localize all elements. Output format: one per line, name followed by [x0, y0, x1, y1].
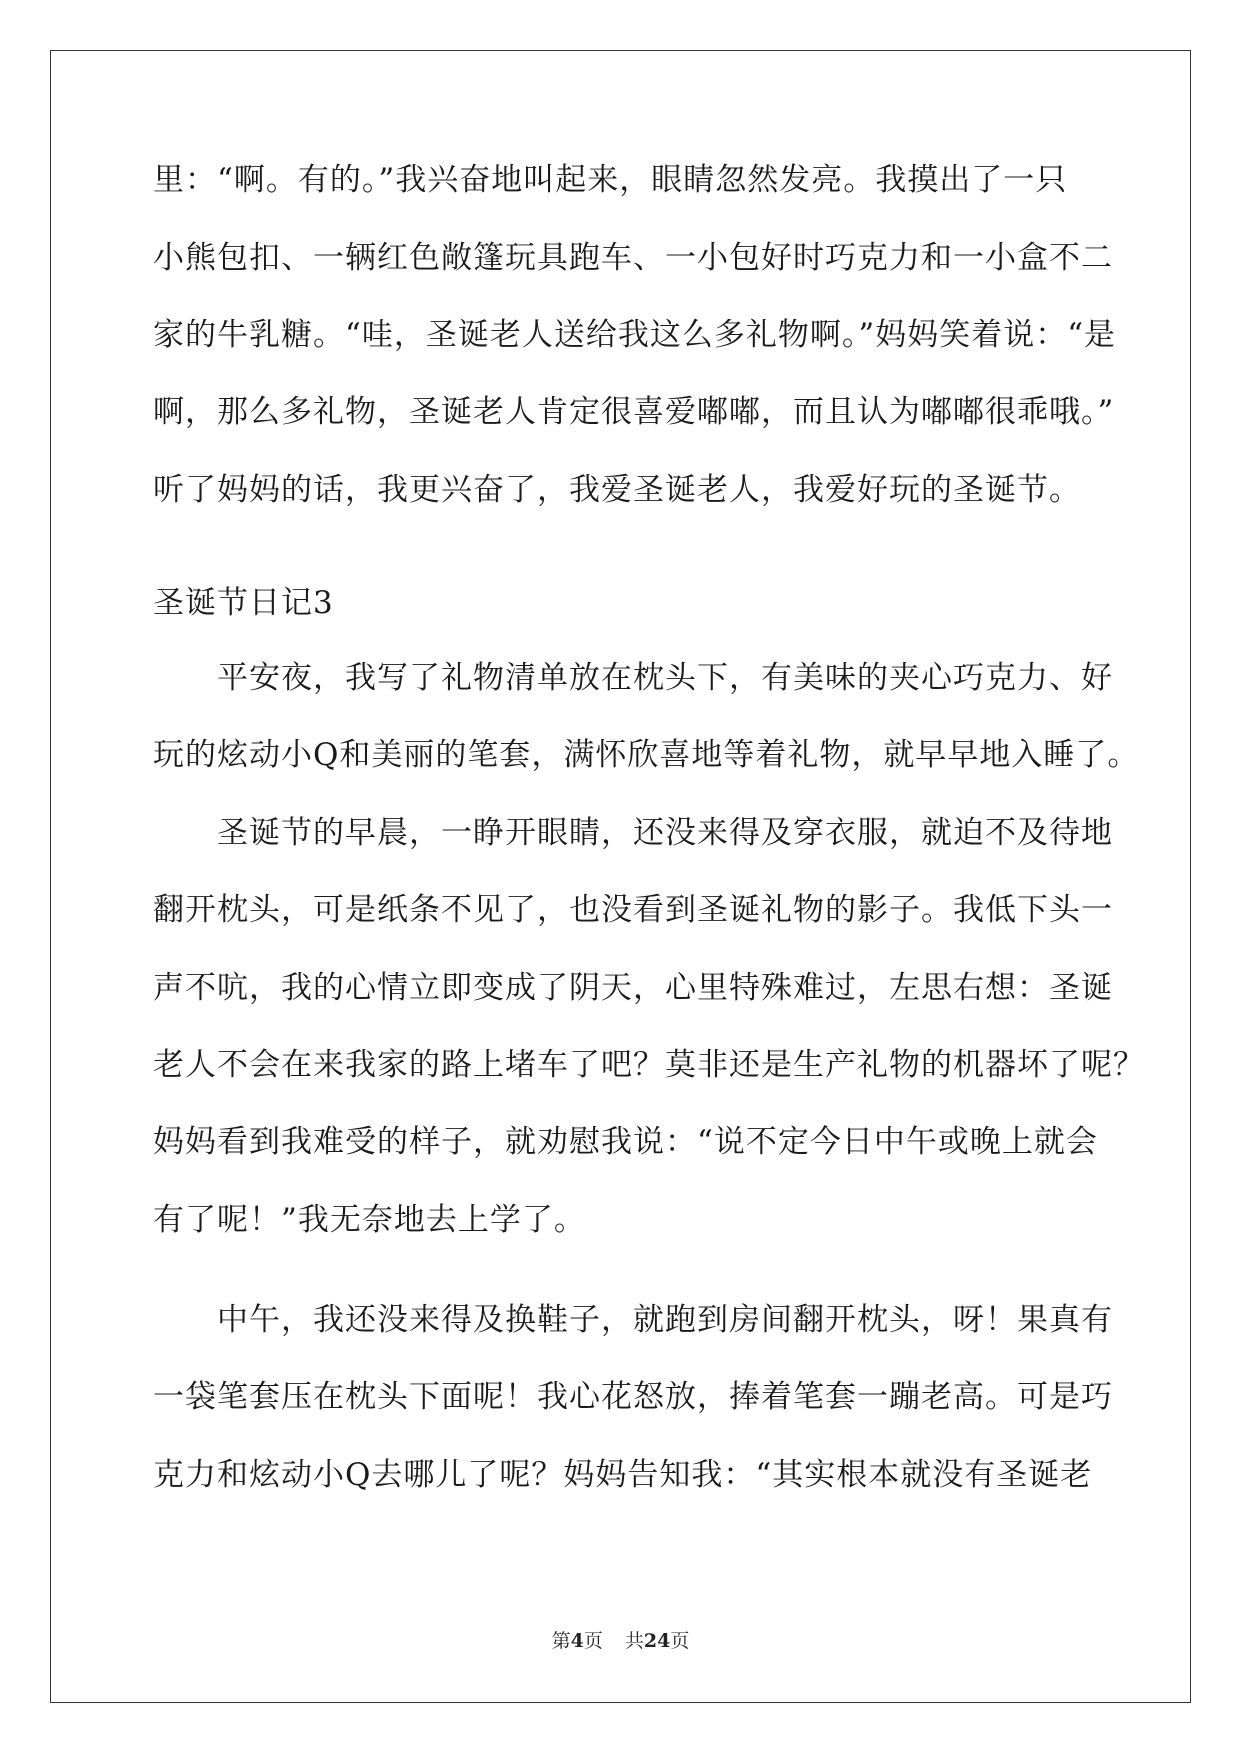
total-label-prefix: 共 — [624, 1630, 644, 1652]
page-number-footer — [0, 1626, 1241, 1653]
text-line: 中午，我还没来得及换鞋子，就跑到房间翻开枕头，呀！果真有 — [153, 1302, 1113, 1338]
current-page-number: 4 — [570, 1630, 584, 1652]
total-label-suffix: 页 — [670, 1630, 690, 1652]
total-page-count: 24 — [643, 1630, 671, 1652]
text-line: 克力和炫动小Q去哪儿了呢？妈妈告知我：“其实根本就没有圣诞老 — [153, 1457, 1093, 1493]
text-line: 听了妈妈的话，我更兴奋了，我爱圣诞老人，我爱好玩的圣诞节。 — [153, 472, 1081, 508]
text-line: 小熊包扣、一辆红色敞篷玩具跑车、一小包好时巧克力和一小盒不二 — [153, 240, 1113, 276]
text-line: 妈妈看到我难受的样子，就劝慰我说：“说不定今日中午或晚上就会 — [153, 1124, 1098, 1160]
text-line: 声不吭，我的心情立即变成了阴天，心里特殊难过，左思右想：圣诞 — [153, 970, 1113, 1006]
section-heading: 圣诞节日记3 — [153, 585, 334, 621]
text-line: 圣诞节的早晨，一睁开眼睛，还没来得及穿衣服，就迫不及待地 — [153, 815, 1113, 851]
text-line: 翻开枕头，可是纸条不见了，也没看到圣诞礼物的影子。我低下头一 — [153, 892, 1113, 928]
text-line: 一袋笔套压在枕头下面呢！我心花怒放，捧着笔套一蹦老高。可是巧 — [153, 1379, 1113, 1415]
page-label-prefix: 第 — [551, 1630, 571, 1652]
text-line: 玩的炫动小Q和美丽的笔套，满怀欣喜地等着礼物，就早早地入睡了。 — [153, 737, 1140, 773]
text-line: 老人不会在来我家的路上堵车了吧？莫非还是生产礼物的机器坏了呢？ — [153, 1047, 1145, 1083]
text-line: 平安夜，我写了礼物清单放在枕头下，有美味的夹心巧克力、好 — [153, 660, 1113, 696]
text-line: 里：“啊。有的。”我兴奋地叫起来，眼睛忽然发亮。我摸出了一只 — [153, 162, 1068, 198]
text-line: 有了呢！”我无奈地去上学了。 — [153, 1202, 586, 1238]
page-label-suffix: 页 — [583, 1630, 603, 1652]
text-line: 家的牛乳糖。“哇，圣诞老人送给我这么多礼物啊。”妈妈笑着说：“是 — [153, 317, 1117, 353]
text-line: 啊，那么多礼物，圣诞老人肯定很喜爱嘟嘟，而且认为嘟嘟很乖哦。” — [153, 394, 1115, 430]
